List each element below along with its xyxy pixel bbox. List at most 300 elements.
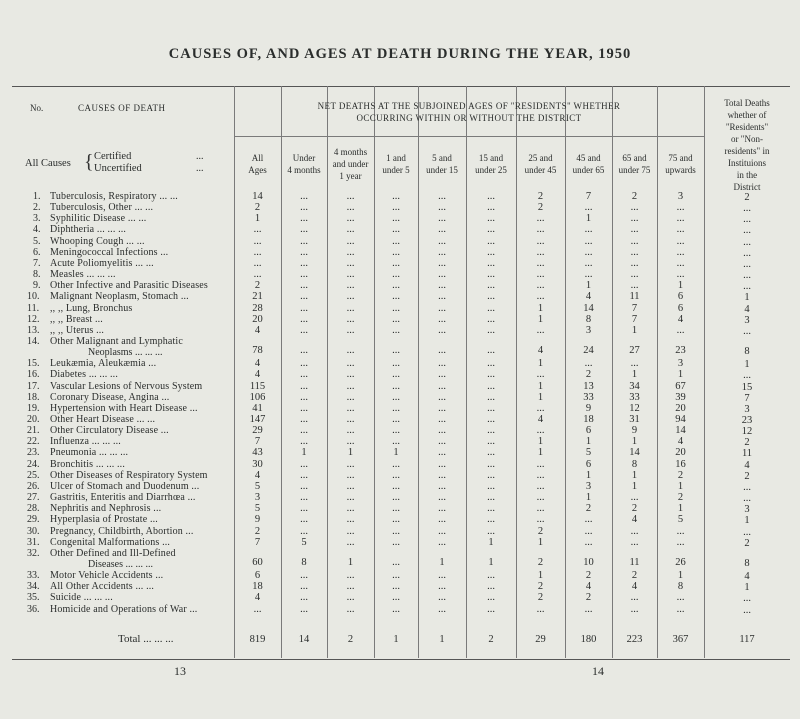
table-cell: ... bbox=[487, 269, 495, 281]
table-cell: ... bbox=[487, 469, 495, 481]
table-cell: 4 bbox=[744, 303, 750, 315]
row-label: Measles ... ... ... bbox=[50, 269, 116, 281]
table-cell: ... bbox=[438, 536, 446, 548]
total-cell: 1 bbox=[393, 634, 399, 645]
table-cell: ... bbox=[392, 492, 400, 504]
table-cell: ... bbox=[487, 369, 495, 381]
row-label: Other Defined and Ill-Defined bbox=[50, 547, 176, 559]
row-number: 33. bbox=[27, 570, 40, 582]
table-cell: ... bbox=[536, 503, 545, 515]
table-cell: 7 bbox=[254, 436, 261, 448]
table-cell: 8 bbox=[744, 558, 750, 570]
row-label: Diphtheria ... ... ... bbox=[50, 224, 127, 236]
table-cell: ... bbox=[743, 203, 751, 215]
table-cell: 9 bbox=[585, 402, 592, 414]
row-number: 10. bbox=[27, 291, 40, 303]
age-header-line: under 5 bbox=[382, 165, 410, 175]
table-cell: ... bbox=[346, 202, 355, 214]
table-cell: 2 bbox=[631, 191, 638, 202]
row-number: 4. bbox=[33, 224, 41, 236]
age-header-line: upwards bbox=[665, 165, 696, 175]
table-cell: ... bbox=[346, 503, 355, 515]
table-cell: ... bbox=[438, 224, 446, 236]
row-number: 34. bbox=[27, 581, 40, 593]
age-header-line: 25 and bbox=[528, 153, 553, 163]
header-no: No. bbox=[30, 103, 44, 113]
age-column-header bbox=[374, 152, 418, 176]
table-cell: 21 bbox=[252, 291, 263, 303]
table-cell: ... bbox=[630, 603, 639, 615]
table-cell: 1 bbox=[744, 582, 750, 594]
table-cell: 9 bbox=[254, 514, 261, 526]
table-cell: 1 bbox=[301, 447, 307, 459]
table-cell: 4 bbox=[677, 436, 684, 448]
table-cell: ... bbox=[300, 345, 308, 357]
age-column-header bbox=[281, 152, 327, 176]
table-cell: ... bbox=[743, 281, 751, 293]
table-cell: 6 bbox=[677, 291, 684, 303]
row-number: 28. bbox=[27, 503, 40, 515]
age-column-header bbox=[657, 152, 704, 176]
table-cell: 8 bbox=[677, 581, 684, 593]
table-cell: ... bbox=[676, 235, 685, 247]
row-label: Pneumonia ... ... ... bbox=[50, 447, 129, 459]
row-number: 19. bbox=[27, 402, 40, 414]
row-label: Malignant Neoplasm, Stomach ... bbox=[50, 291, 189, 303]
table-cell: ... bbox=[392, 291, 400, 303]
table-cell: ... bbox=[346, 380, 355, 392]
table-cell: ... bbox=[743, 214, 751, 226]
table-cell: ... bbox=[438, 235, 446, 247]
table-cell: ... bbox=[346, 391, 355, 403]
total-header-line: in the bbox=[736, 170, 758, 180]
table-cell: 12 bbox=[741, 426, 753, 438]
brace-icon: { bbox=[84, 151, 94, 173]
age-column-header bbox=[234, 152, 281, 176]
table-cell: 1 bbox=[537, 313, 544, 325]
table-cell: 1 bbox=[744, 515, 750, 527]
age-header-line: 75 and bbox=[668, 153, 693, 163]
table-cell: ... bbox=[346, 280, 355, 292]
table-cell: ... bbox=[630, 358, 639, 370]
table-cell: 14 bbox=[252, 191, 263, 202]
table-cell: ... bbox=[536, 480, 545, 492]
table-cell: ... bbox=[300, 592, 308, 604]
table-cell: ... bbox=[392, 358, 400, 370]
table-cell: 39 bbox=[675, 391, 686, 403]
table-cell: ... bbox=[346, 514, 355, 526]
table-cell: 4 bbox=[254, 358, 261, 370]
total-label: Total ... ... ... bbox=[118, 633, 174, 645]
row-label: Bronchitis ... ... ... bbox=[50, 458, 125, 470]
table-cell: ... bbox=[487, 458, 495, 470]
row-label: Syphilitic Disease ... ... bbox=[50, 213, 147, 225]
table-cell: ... bbox=[392, 191, 400, 202]
row-label: ,, ,, Uterus ... bbox=[50, 324, 105, 336]
table-cell: 2 bbox=[537, 191, 544, 202]
row-number: 2. bbox=[33, 202, 41, 214]
age-column-header bbox=[466, 152, 516, 176]
table-cell: 1 bbox=[585, 492, 592, 504]
table-cell: ... bbox=[487, 492, 495, 504]
age-header-line: All bbox=[251, 153, 264, 163]
table-cell: ... bbox=[392, 425, 400, 437]
table-cell: ... bbox=[346, 269, 355, 281]
total-header-line: District bbox=[733, 182, 761, 192]
table-cell: 29 bbox=[252, 425, 263, 437]
row-number: 32. bbox=[27, 547, 40, 559]
table-cell: ... bbox=[392, 592, 400, 604]
row-label: Other Infective and Parasitic Diseases bbox=[50, 280, 208, 292]
table-cell: ... bbox=[438, 358, 446, 370]
age-header-line: under 75 bbox=[618, 165, 651, 175]
table-cell: ... bbox=[630, 213, 639, 225]
table-cell: 1 bbox=[631, 480, 638, 492]
table-cell: ... bbox=[536, 269, 545, 281]
row-label: Diabetes ... ... ... bbox=[50, 369, 118, 381]
table-cell: ... bbox=[438, 425, 446, 437]
table-cell: 23 bbox=[675, 345, 686, 357]
table-cell: ... bbox=[253, 224, 262, 236]
table-cell: ... bbox=[300, 425, 308, 437]
row-label: Other Circulatory Disease ... bbox=[50, 425, 169, 437]
table-cell: 11 bbox=[741, 448, 753, 460]
table-cell: ... bbox=[743, 247, 751, 259]
row-label-continued: Neoplasms ... ... ... bbox=[88, 347, 163, 359]
table-cell: ... bbox=[300, 525, 308, 537]
table-cell: 2 bbox=[631, 570, 638, 582]
table-cell: 2 bbox=[537, 581, 544, 593]
table-cell: 1 bbox=[537, 436, 544, 448]
table-cell: ... bbox=[300, 358, 308, 370]
header-net-line2: OCCURRING WITHIN OR WITHOUT THE DISTRICT bbox=[356, 113, 582, 123]
total-cell: 180 bbox=[580, 634, 597, 645]
table-cell: ... bbox=[584, 235, 593, 247]
table-cell: 11 bbox=[629, 291, 640, 303]
row-number: 16. bbox=[27, 369, 40, 381]
table-cell: ... bbox=[438, 592, 446, 604]
table-cell: 26 bbox=[675, 557, 686, 569]
row-label: ,, ,, Lung, Bronchus bbox=[50, 302, 133, 314]
age-column-header bbox=[327, 146, 374, 182]
table-cell: 6 bbox=[585, 458, 592, 470]
table-cell: 15 bbox=[741, 381, 753, 393]
row-label: Pregnancy, Childbirth, Abortion ... bbox=[50, 525, 194, 537]
table-cell: ... bbox=[438, 570, 446, 582]
table-cell: ... bbox=[438, 324, 446, 336]
table-cell: ... bbox=[392, 536, 400, 548]
table-cell: 1 bbox=[744, 292, 750, 304]
row-number: 14. bbox=[27, 335, 40, 347]
row-number: 24. bbox=[27, 458, 40, 470]
row-label: Coronary Disease, Angina ... bbox=[50, 391, 170, 403]
table-cell: ... bbox=[253, 246, 262, 258]
table-cell: ... bbox=[438, 514, 446, 526]
table-cell: ... bbox=[630, 280, 639, 292]
table-title: CAUSES OF, AND AGES AT DEATH DURING THE YEAR, 1950 bbox=[168, 46, 632, 62]
table-cell: ... bbox=[487, 414, 495, 425]
table-cell: 7 bbox=[744, 392, 750, 404]
table-cell: ... bbox=[487, 324, 495, 336]
total-header-line: Instituions bbox=[727, 158, 766, 168]
table-cell: ... bbox=[487, 592, 495, 604]
table-cell: ... bbox=[536, 246, 545, 258]
table-cell: ... bbox=[743, 225, 751, 237]
table-cell: 4 bbox=[254, 592, 261, 604]
table-cell: ... bbox=[300, 202, 308, 214]
table-cell: 28 bbox=[252, 302, 263, 314]
table-cell: 1 bbox=[537, 358, 544, 370]
table-cell: ... bbox=[536, 603, 545, 615]
table-cell: ... bbox=[487, 436, 495, 448]
table-cell: ... bbox=[438, 280, 446, 292]
table-cell: ... bbox=[392, 603, 400, 615]
table-cell: ... bbox=[438, 291, 446, 303]
table-cell: ... bbox=[300, 503, 308, 515]
table-cell: ... bbox=[536, 492, 545, 504]
all-causes-label: All Causes bbox=[25, 158, 71, 169]
table-cell: 6 bbox=[677, 302, 684, 314]
table-cell: ... bbox=[346, 369, 355, 381]
table-cell: ... bbox=[676, 603, 685, 615]
age-header-line: under 65 bbox=[572, 165, 605, 175]
table-cell: ... bbox=[346, 536, 355, 548]
table-cell: ... bbox=[438, 458, 446, 470]
table-cell: 147 bbox=[249, 414, 266, 425]
table-cell: 2 bbox=[537, 592, 544, 604]
table-cell: ... bbox=[676, 525, 685, 537]
table-cell: ... bbox=[300, 469, 308, 481]
total-cell: 14 bbox=[298, 634, 310, 645]
total-cell: 2 bbox=[347, 634, 354, 645]
row-label: Meningococcal Infections ... bbox=[50, 246, 169, 258]
table-cell: ... bbox=[300, 235, 308, 247]
table-cell: 34 bbox=[629, 380, 640, 392]
table-cell: ... bbox=[676, 224, 685, 236]
table-cell: 1 bbox=[585, 213, 592, 225]
table-cell: ... bbox=[438, 436, 446, 448]
age-header-line: under 15 bbox=[426, 165, 458, 175]
table-cell: 78 bbox=[252, 345, 263, 357]
table-cell: ... bbox=[438, 469, 446, 481]
table-cell: ... bbox=[392, 570, 400, 582]
table-cell: ... bbox=[392, 391, 400, 403]
table-cell: ... bbox=[253, 235, 262, 247]
table-cell: ... bbox=[300, 570, 308, 582]
table-cell: ... bbox=[438, 269, 446, 281]
table-cell: ... bbox=[392, 246, 400, 258]
row-label: All Other Accidents ... ... bbox=[50, 581, 155, 593]
table-cell: ... bbox=[346, 425, 355, 437]
total-cell: 1 bbox=[439, 634, 445, 645]
total-header-line: or "Non- bbox=[731, 134, 763, 144]
age-header-line: 5 and bbox=[432, 153, 452, 163]
table-cell: 1 bbox=[537, 391, 544, 403]
page-number-left: 13 bbox=[174, 664, 186, 678]
table-cell: ... bbox=[630, 492, 639, 504]
row-number: 15. bbox=[27, 358, 40, 370]
table-cell: ... bbox=[300, 581, 308, 593]
table-cell: 1 bbox=[585, 436, 592, 448]
table-cell: ... bbox=[392, 469, 400, 481]
table-cell: ... bbox=[743, 270, 751, 282]
table-cell: ... bbox=[392, 557, 400, 569]
total-header-line: whether of bbox=[727, 110, 767, 120]
table-cell: 5 bbox=[254, 480, 261, 492]
table-cell: ... bbox=[584, 514, 593, 526]
table-cell: 2 bbox=[677, 469, 684, 481]
row-label: Leukæmia, Aleukæmia ... bbox=[50, 358, 157, 370]
age-column-header bbox=[612, 152, 657, 176]
table-cell: ... bbox=[743, 236, 751, 248]
row-number: 27. bbox=[27, 492, 40, 504]
table-cell: 31 bbox=[629, 414, 640, 425]
table-cell: ... bbox=[346, 345, 355, 357]
row-label: Gastritis, Enteritis and Diarrhœa ... bbox=[50, 492, 196, 504]
table-cell: ... bbox=[438, 257, 446, 269]
row-number: 9. bbox=[33, 280, 41, 292]
table-cell: 2 bbox=[537, 202, 544, 214]
table-cell: ... bbox=[300, 291, 308, 303]
table-cell: 10 bbox=[583, 557, 594, 569]
table-cell: 18 bbox=[252, 581, 263, 593]
table-cell: 20 bbox=[675, 447, 686, 459]
table-cell: ... bbox=[300, 224, 308, 236]
table-cell: ... bbox=[300, 414, 308, 425]
table-cell: 14 bbox=[583, 302, 594, 314]
table-cell: 7 bbox=[631, 313, 638, 325]
table-cell: 106 bbox=[249, 391, 266, 403]
total-header-line: residents" in bbox=[724, 146, 770, 156]
table-cell: 23 bbox=[741, 415, 753, 426]
row-label: ,, ,, Breast ... bbox=[50, 313, 103, 325]
table-cell: ... bbox=[392, 514, 400, 526]
age-header-line: 4 months bbox=[333, 147, 368, 157]
table-cell: ... bbox=[346, 191, 355, 202]
table-cell: ... bbox=[300, 324, 308, 336]
table-cell: ... bbox=[743, 493, 751, 505]
table-cell: ... bbox=[676, 213, 685, 225]
table-cell: ... bbox=[300, 480, 308, 492]
table-cell: ... bbox=[392, 257, 400, 269]
table-cell: ... bbox=[300, 269, 308, 281]
table-cell: ... bbox=[743, 370, 751, 382]
table-cell: ... bbox=[392, 380, 400, 392]
row-label: Other Malignant and Lymphatic bbox=[50, 335, 183, 347]
table-cell: 1 bbox=[631, 369, 638, 381]
table-cell: 20 bbox=[675, 402, 686, 414]
row-number: 6. bbox=[33, 246, 41, 258]
row-label-continued: Diseases ... ... ... bbox=[88, 558, 153, 570]
table-cell: ... bbox=[392, 458, 400, 470]
page-number-right: 14 bbox=[592, 664, 604, 678]
table-cell: ... bbox=[346, 570, 355, 582]
table-cell: ... bbox=[346, 603, 355, 615]
row-number: 11. bbox=[27, 302, 40, 314]
age-column-header bbox=[418, 152, 466, 176]
table-cell: ... bbox=[487, 280, 495, 292]
table-cell: ... bbox=[584, 536, 593, 548]
table-cell: ... bbox=[536, 514, 545, 526]
table-cell: ... bbox=[346, 458, 355, 470]
table-cell: ... bbox=[346, 492, 355, 504]
table-cell: ... bbox=[346, 313, 355, 325]
table-cell: ... bbox=[487, 213, 495, 225]
table-cell: ... bbox=[676, 536, 685, 548]
table-cell: 33 bbox=[629, 391, 640, 403]
table-cell: ... bbox=[743, 593, 751, 605]
table-cell: ... bbox=[743, 258, 751, 270]
table-cell: ... bbox=[300, 458, 308, 470]
table-cell: 1 bbox=[254, 213, 261, 225]
row-label: Homicide and Operations of War ... bbox=[50, 603, 198, 615]
table-cell: ... bbox=[676, 269, 685, 281]
table-cell: ... bbox=[676, 246, 685, 258]
total-cell: 2 bbox=[488, 634, 494, 645]
table-cell: 2 bbox=[537, 557, 544, 569]
certified-label: Certified bbox=[94, 151, 132, 162]
table-cell: 1 bbox=[488, 536, 494, 548]
row-label: Congenital Malformations ... bbox=[50, 536, 171, 548]
table-cell: ... bbox=[487, 603, 495, 615]
table-cell: 4 bbox=[537, 414, 544, 425]
row-number: 30. bbox=[27, 525, 40, 537]
table-cell: 4 bbox=[744, 571, 750, 583]
table-cell: ... bbox=[487, 191, 495, 202]
table-cell: ... bbox=[438, 480, 446, 492]
table-cell: 8 bbox=[744, 346, 750, 358]
table-cell: ... bbox=[487, 224, 495, 236]
table-cell: ... bbox=[392, 480, 400, 492]
table-cell: 5 bbox=[301, 536, 307, 548]
table-cell: ... bbox=[438, 525, 446, 537]
table-cell: ... bbox=[487, 313, 495, 325]
table-cell: 30 bbox=[252, 458, 263, 470]
table-cell: 7 bbox=[254, 536, 261, 548]
age-header-line: 65 and bbox=[622, 153, 647, 163]
table-cell: 1 bbox=[347, 557, 354, 569]
table-cell: 14 bbox=[629, 447, 640, 459]
table-cell: ... bbox=[487, 246, 495, 258]
table-cell: ... bbox=[392, 224, 400, 236]
age-header-line: Ages bbox=[248, 165, 267, 175]
table-cell: ... bbox=[438, 202, 446, 214]
table-cell: ... bbox=[300, 436, 308, 448]
table-cell: 6 bbox=[254, 570, 261, 582]
row-number: 23. bbox=[27, 447, 40, 459]
row-number: 8. bbox=[33, 269, 41, 281]
table-cell: ... bbox=[253, 257, 262, 269]
table-cell: 41 bbox=[252, 402, 263, 414]
table-cell: ... bbox=[346, 235, 355, 247]
table-cell: ... bbox=[438, 603, 446, 615]
table-cell: ... bbox=[392, 581, 400, 593]
table-cell: ... bbox=[630, 592, 639, 604]
table-cell: ... bbox=[392, 280, 400, 292]
table-cell: ... bbox=[392, 414, 400, 425]
row-number: 3. bbox=[33, 213, 41, 225]
table-cell: ... bbox=[392, 313, 400, 325]
table-cell: ... bbox=[253, 269, 262, 281]
table-cell: 6 bbox=[585, 425, 592, 437]
table-cell: ... bbox=[392, 302, 400, 314]
table-cell: ... bbox=[346, 414, 355, 425]
age-header-line: 45 and bbox=[576, 153, 601, 163]
table-cell: ... bbox=[487, 503, 495, 515]
table-cell: ... bbox=[676, 202, 685, 214]
age-header-line: and under bbox=[332, 159, 369, 169]
table-cell: ... bbox=[630, 269, 639, 281]
